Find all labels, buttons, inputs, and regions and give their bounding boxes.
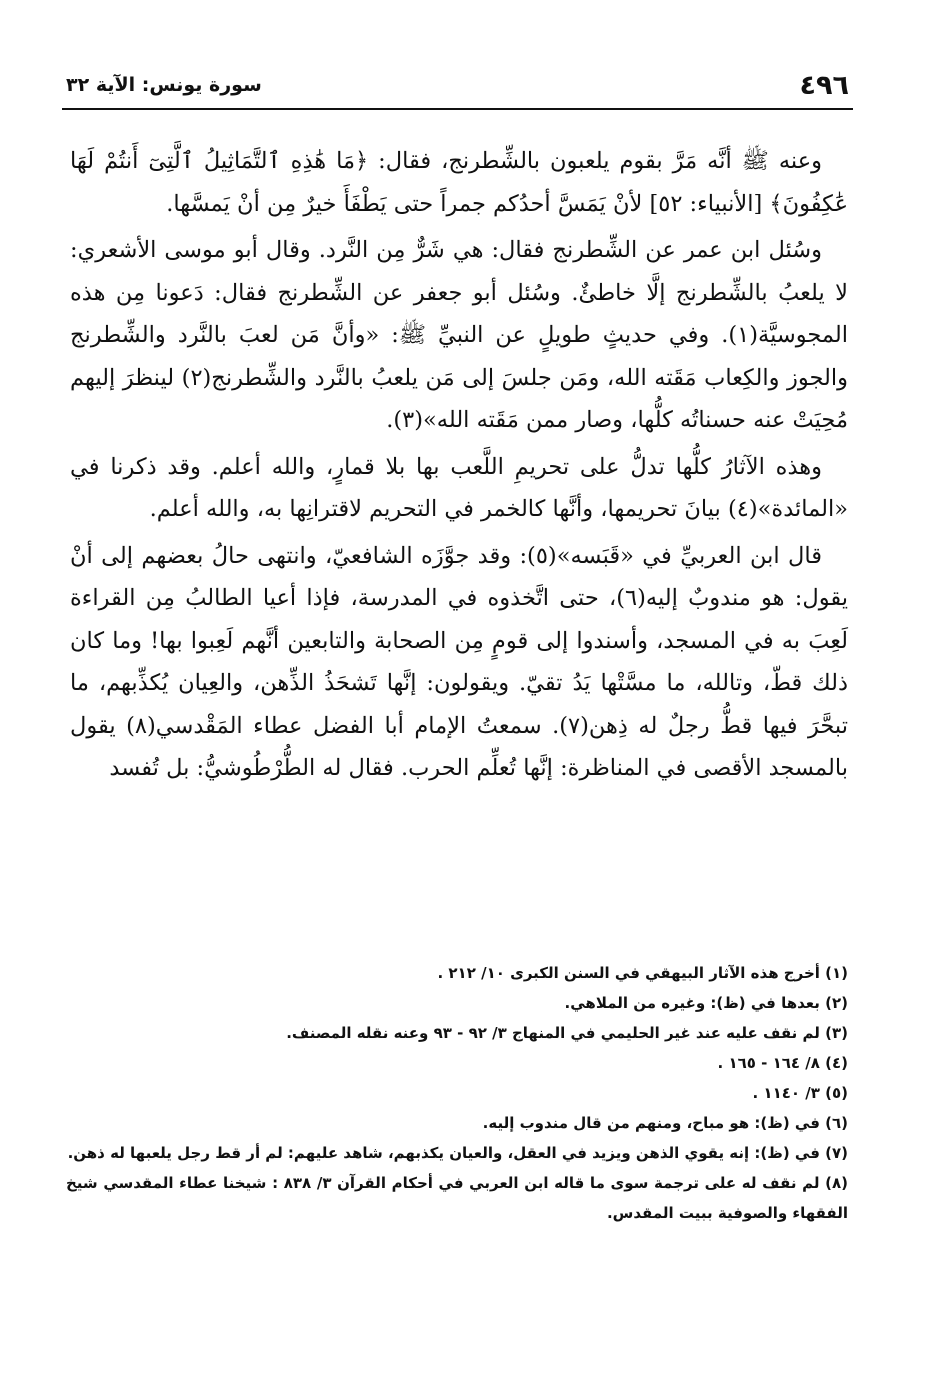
footnote: (٤) ٨/ ١٦٤ - ١٦٥ .	[717, 1054, 848, 1072]
footnote: (٥) ٣/ ١١٤٠ .	[752, 1084, 848, 1102]
page-header	[62, 68, 853, 110]
footnotes	[66, 958, 848, 1228]
main-text	[70, 140, 848, 790]
paragraph: وسُئل ابن عمر عن الشِّطرنج فقال: هي شَرٌّ مِن النَّرد. وقال أبو موسى الأشعري: لا يلعبُ بالشِّطرنج إلَّا خاطئٌ. وسُئل أبو جعفر عن الشِّطرنج فقال: دَعونا مِن هذه المجوسيَّة(١). وفي حديثٍ طويلٍ عن النبيِّ ﷺ: «وأنَّ مَن لعبَ بالنَّرد والشِّطرنج والجوز والكِعاب مَقَته الله، ومَن جلسَ إلى مَن يلعبُ بالنَّرد والشِّطرنج(٢) لينظرَ إليهم مُحِيَتْ عنه حسناتُه كلُّها، وصار ممن مَقَته الله»(٣).	[70, 237, 848, 433]
paragraph: قال ابن العربيِّ في «قَبَسه»(٥): وقد جوَّزَه الشافعيّ، وانتهى حالُ بعضهم إلى أنْ يقول: هو مندوبٌ إليه(٦)، حتى اتَّخذوه في المدرسة، فإذا أعيا الطالبُ مِن القراءة لَعِبَ به في المسجد، وأسندوا إلى قومٍ مِن الصحابة والتابعين أنَّهم لَعِبوا بها! وما كان ذلك قطّ، وتالله، ما مسَّتْها يَدُ تقيّ. ويقولون: إنَّها تَشحَذُ الذِّهن، والعِيان يُكذِّبهم، ما تبحَّرَ فيها قطُّ رجلٌ له ذِهن(٧). سمعتُ الإمام أبا الفضل عطاء المَقْدسي(٨) يقول بالمسجد الأقصى في المناظرة: إنَّها تُعلِّم الحرب. فقال له الطُّرْطُوشيُّ: بل تُفسد	[70, 542, 848, 781]
paragraph: وهذه الآثارُ كلُّها تدلُّ على تحريمِ اللَّعب بها بلا قمارٍ، والله أعلم. وقد ذكرنا في «المائدة»(٤) بيانَ تحريمها، وأنَّها كالخمر في التحريم لاقترانِها به، والله أعلم.	[70, 453, 848, 522]
footnote: (١) أخرج هذه الآثار البيهقي في السنن الكبرى ١٠/ ٢١٢ .	[437, 964, 848, 982]
page-number: ٤٩٦	[799, 70, 849, 101]
paragraph: وعنه ﷺ أنَّه مَرَّ بقوم يلعبون بالشِّطرنج، فقال: ﴿مَا هَٰذِهِ ٱلتَّمَاثِيلُ ٱلَّتِىٓ أَنتُمْ لَهَا عَٰكِفُونَ﴾ [الأنبياء: ٥٢] لأنْ يَمَسَّ أحدُكم جمراً حتى يَطْفَأَ خيرٌ مِن أنْ يَمسَّها.	[70, 148, 848, 217]
footnote: (٣) لم نقف عليه عند غير الحليمي في المنهاج ٣/ ٩٢ - ٩٣ وعنه نقله المصنف.	[286, 1024, 848, 1042]
running-title: سورة يونس: الآية ٣٢	[66, 74, 262, 96]
footnote: (٨) لم نقف له على ترجمة سوى ما قاله ابن العربي في أحكام القرآن ٣/ ٨٣٨ : شيخنا عطاء المقدسي شيخ الفقهاء والصوفية ببيت المقدس.	[66, 1174, 849, 1222]
footnote: (٢) بعدها في (ظ): وغيره من الملاهي.	[564, 994, 848, 1012]
footnote: (٧) في (ظ): إنه يقوي الذهن ويزيد في العقل، والعيان يكذبهم، شاهد عليهم: لم أر قط رجل يلعبها له ذهن.	[67, 1144, 848, 1162]
footnote: (٦) في (ظ): هو مباح، ومنهم من قال مندوب إليه.	[482, 1114, 848, 1132]
